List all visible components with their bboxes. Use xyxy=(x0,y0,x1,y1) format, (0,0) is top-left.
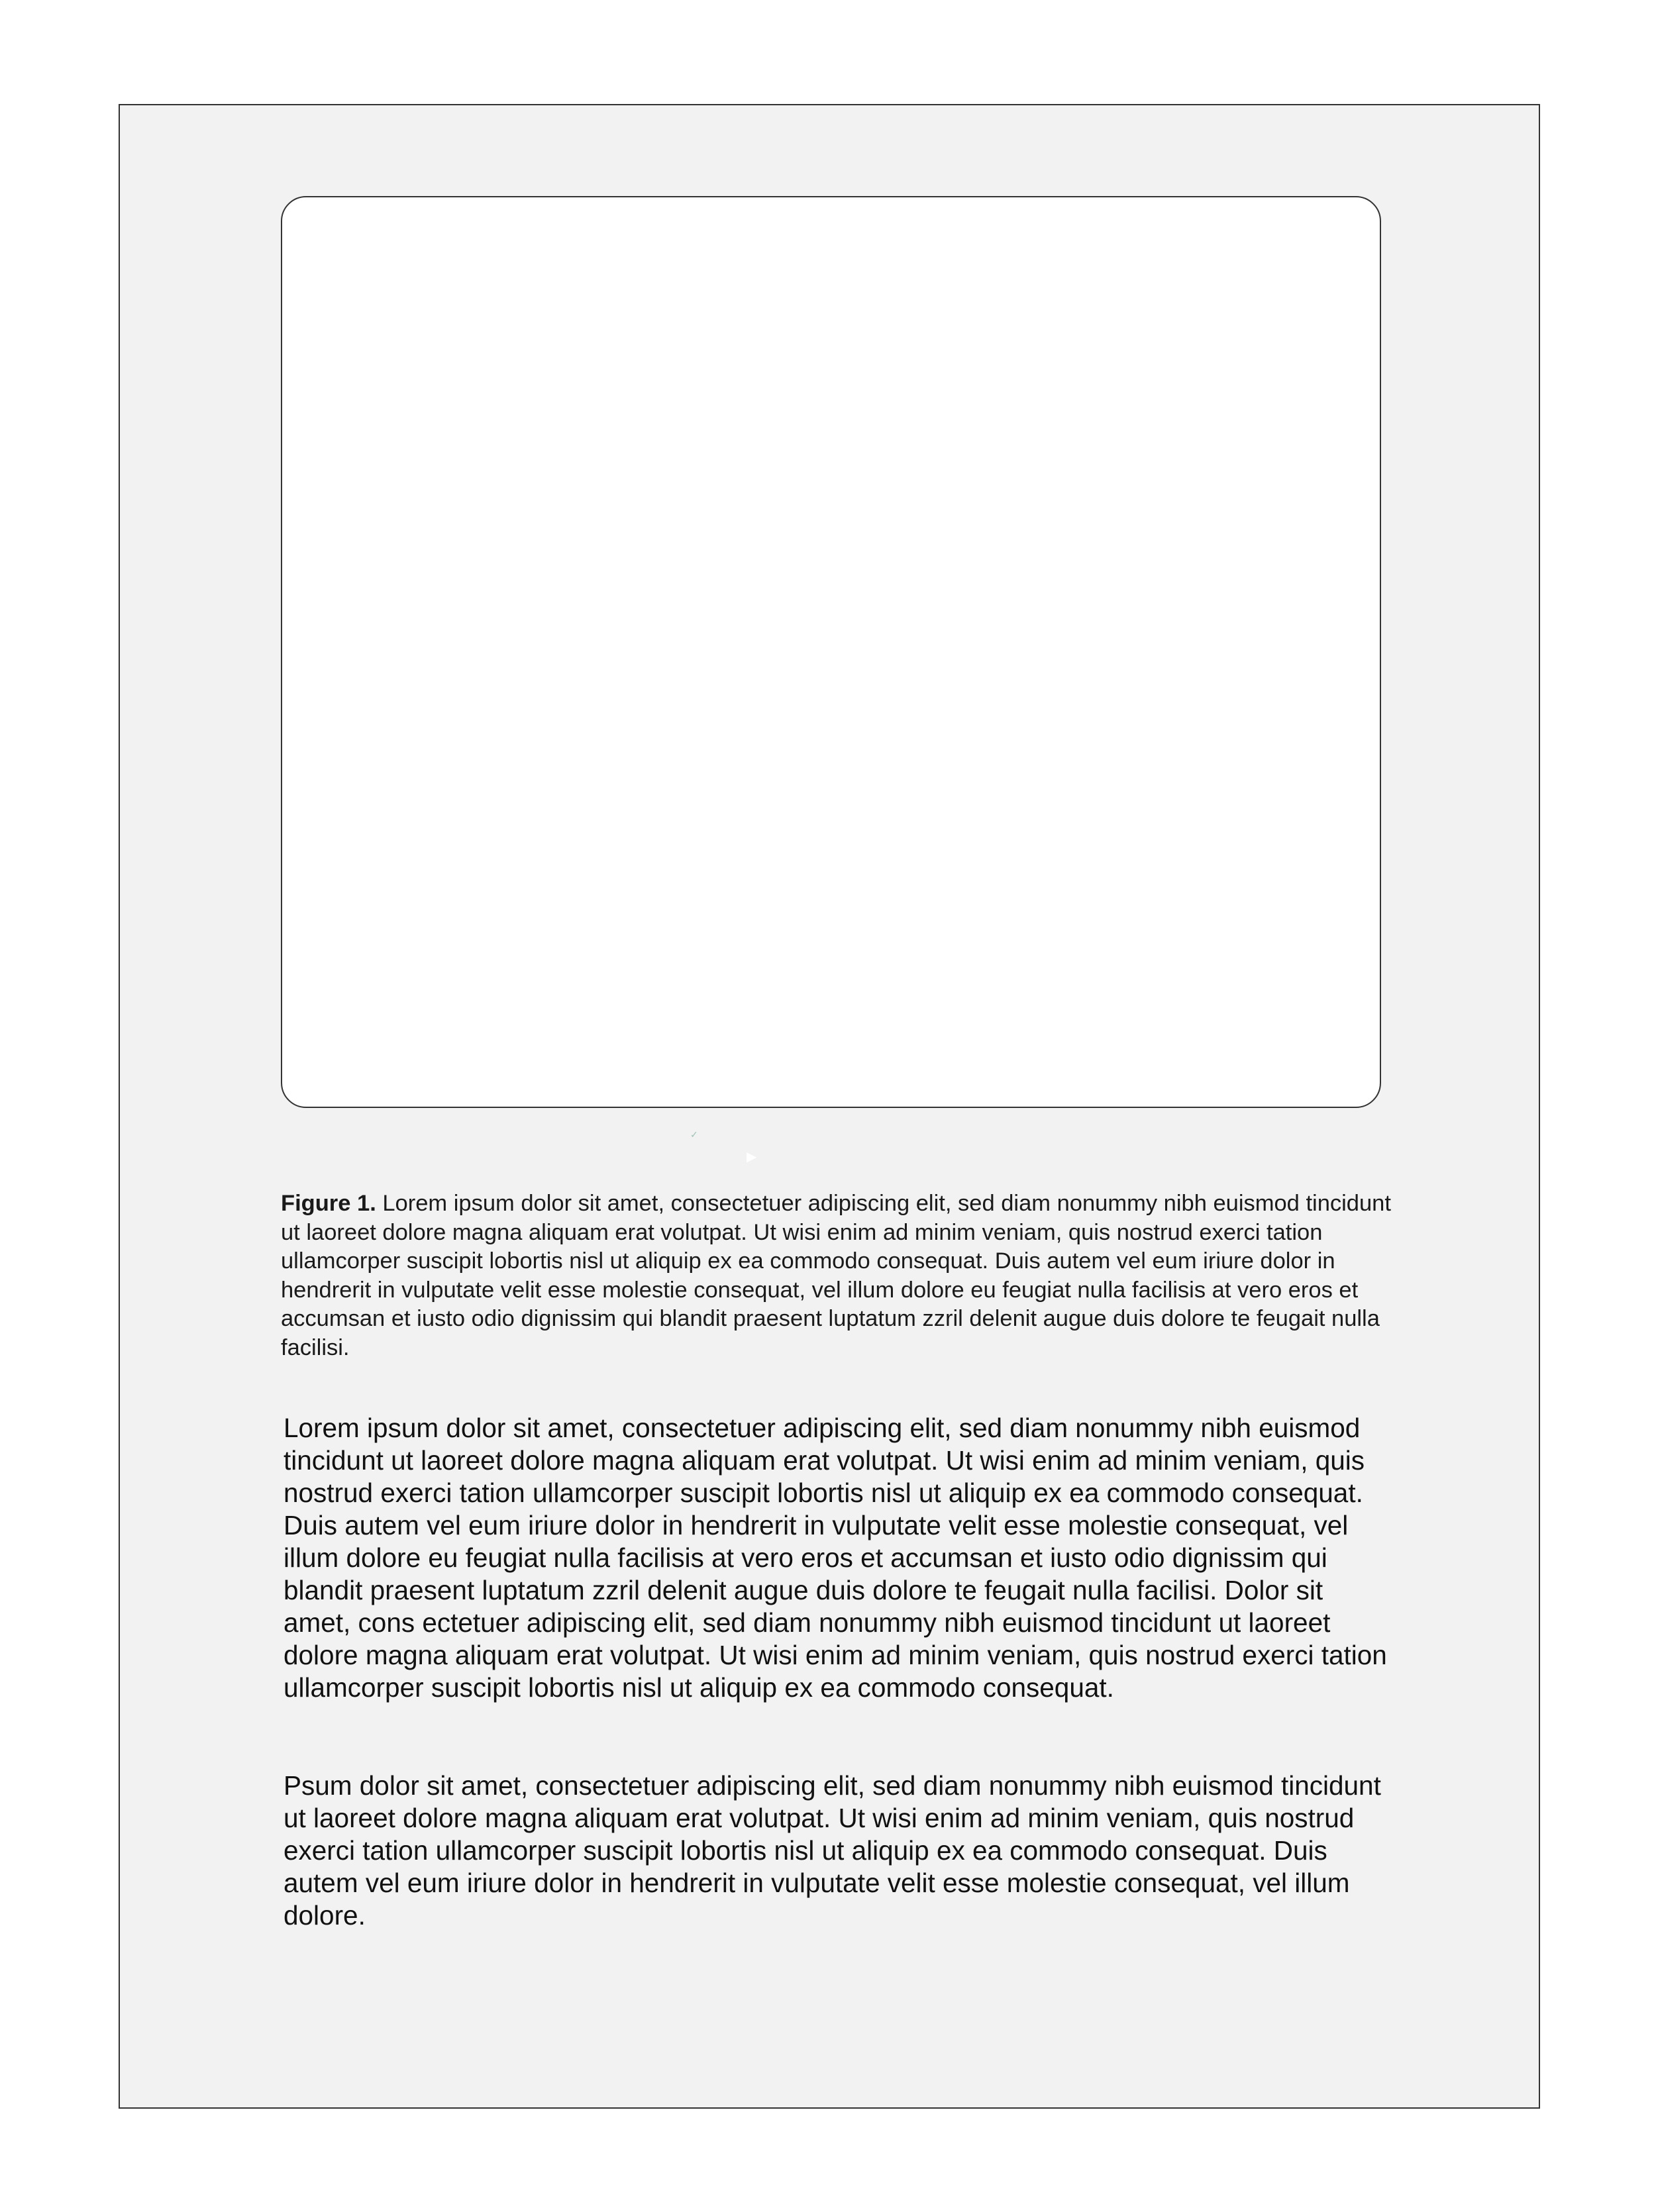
check-icon: ✓ xyxy=(690,1129,698,1140)
play-icon: ▶ xyxy=(747,1150,757,1164)
figure-placeholder xyxy=(281,196,1381,1108)
document-page xyxy=(119,104,1540,2109)
figure-label: Figure 1. xyxy=(281,1191,376,1216)
body-paragraph-2: Psum dolor sit amet, consectetuer adipiscing elit, sed diam nonummy nibh euismod tincidunt ut laoreet dolore magna aliquam erat volutpat. Ut wisi enim ad minim veniam, quis nostrud exerci tation ullamcorper suscipit lobortis nisl ut aliquip ex ea commodo consequat. Duis autem vel eum iriure dolor in hendrerit in vulputate velit esse molestie consequat, vel illum dolore. xyxy=(284,1770,1381,1931)
body-paragraph-1: Lorem ipsum dolor sit amet, consectetuer adipiscing elit, sed diam nonummy nibh euismod tincidunt ut laoreet dolore magna aliquam erat volutpat. Ut wisi enim ad minim veniam, quis nostrud exerci tation ullamcorper suscipit lobortis nisl ut aliquip ex ea commodo consequat. Duis autem vel eum iriure dolor in hendrerit in vulputate velit esse molestie consequat, vel illum dolore eu feugiat nulla facilisis at vero eros et accumsan et iusto odio dignissim qui blandit praesent luptatum zzril delenit augue duis dolore te feugait nulla facilisi. Dolor sit amet, cons ectetuer adipiscing elit, sed diam nonummy nibh euismod tincidunt ut laoreet dolore magna aliquam erat volutpat. Ut wisi enim ad minim veniam, quis nostrud exerci tation ullamcorper suscipit lobortis nisl ut aliquip ex ea commodo consequat. xyxy=(284,1413,1387,1703)
figure-caption-text: Lorem ipsum dolor sit amet, consectetuer adipiscing elit, sed diam nonummy nibh euismod tincidunt ut laoreet dolore magna aliquam erat volutpat. Ut wisi enim ad minim veniam, quis nostrud exerci tation ullamcorper suscipit lobortis nisl ut aliquip ex ea commodo consequat. Duis autem vel eum iriure dolor in hendrerit in vulputate velit esse molestie consequat, vel illum dolore eu feugiat nulla facilisis at vero eros et accumsan et iusto odio dignissim qui blandit praesent luptatum zzril delenit augue duis dolore te feugait nulla facilisi. xyxy=(281,1191,1391,1360)
figure-caption xyxy=(281,1189,1394,1362)
